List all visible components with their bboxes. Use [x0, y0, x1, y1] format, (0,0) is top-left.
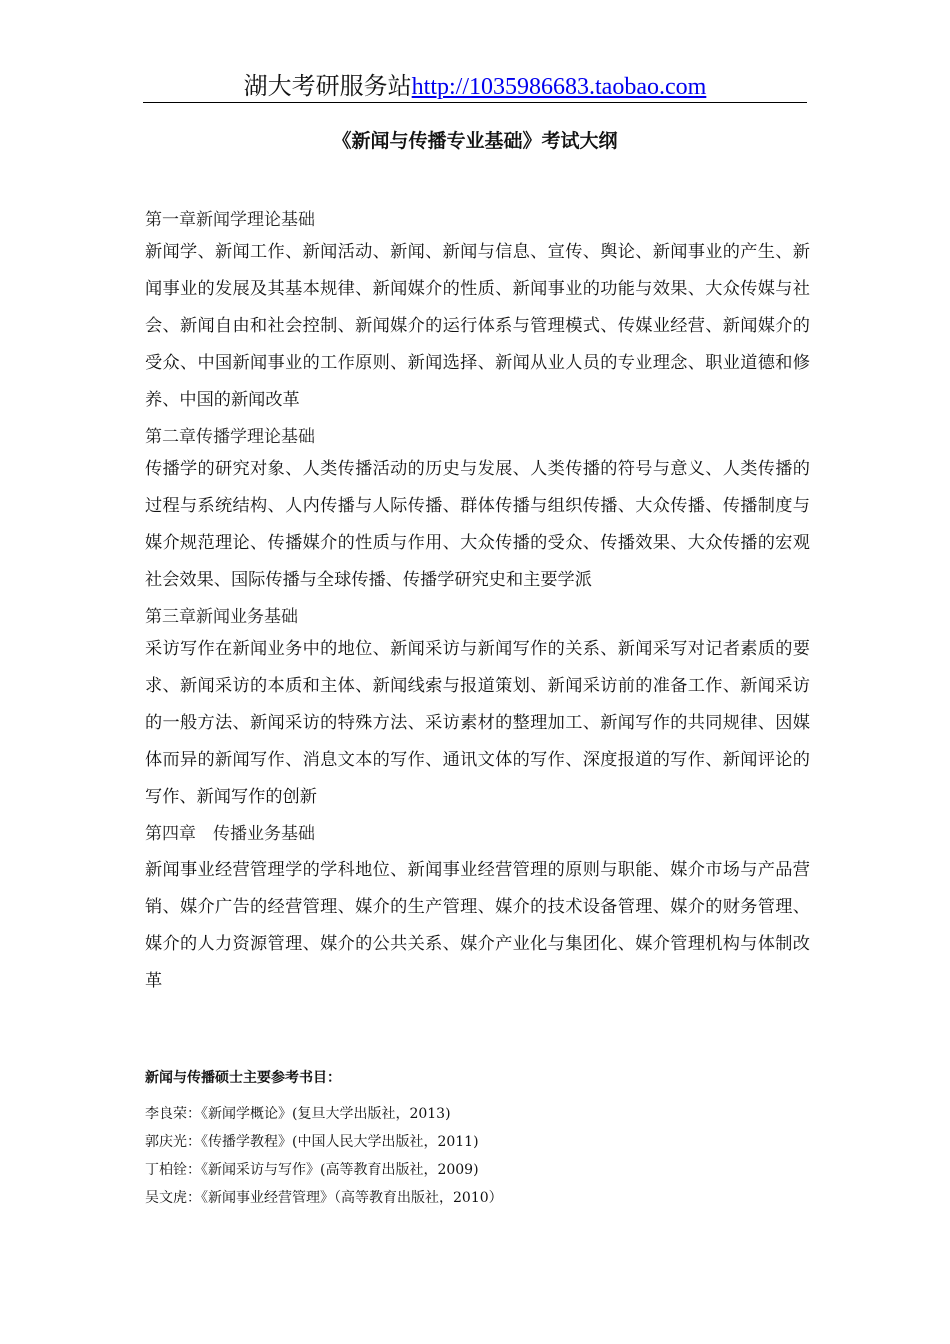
chapter-body: 新闻事业经营管理学的学科地位、新闻事业经营管理的原则与职能、媒介市场与产品营销、媒介广告的经营管理、媒介的生产管理、媒介的技术设备管理、媒介的财务管理、媒介的人力资源管理、媒介的公共关系、媒介产业化与集团化、媒介管理机构与体制改革	[145, 860, 810, 991]
reference-item: 丁柏铨：《新闻采访与写作》(高等教育出版社，2009)	[145, 1162, 479, 1178]
document-title: 《新闻与传播专业基础》考试大纲	[332, 130, 618, 152]
chapter-heading: 第二章传播学理论基础	[145, 427, 315, 447]
chapter-heading: 第一章新闻学理论基础	[145, 210, 315, 230]
reference-item: 李良荣：《新闻学概论》(复旦大学出版社，2013)	[145, 1106, 451, 1122]
reference-list	[145, 1066, 810, 1212]
chapter-body: 传播学的研究对象、人类传播活动的历史与发展、人类传播的符号与意义、人类传播的过程与系统结构、人内传播与人际传播、群体传播与组织传播、大众传播、传播制度与媒介规范理论、传播媒介的性质与作用、大众传播的受众、传播效果、大众传播的宏观社会效果、国际传播与全球传播、传播学研究史和主要学派	[145, 459, 810, 590]
references-title: 新闻与传播硕士主要参考书目：	[145, 1070, 341, 1086]
chapter-1	[145, 206, 810, 419]
chapter-heading: 第四章 传播业务基础	[145, 824, 315, 844]
reference-item: 吴文虎：《新闻事业经营管理》（高等教育出版社，2010）	[145, 1190, 503, 1206]
shop-link[interactable]: http://1035986683.taobao.com	[411, 74, 707, 100]
chapter-2	[145, 423, 810, 599]
chapter-body: 新闻学、新闻工作、新闻活动、新闻、新闻与信息、宣传、舆论、新闻事业的产生、新闻事业的发展及其基本规律、新闻媒介的性质、新闻事业的功能与效果、大众传媒与社会、新闻自由和社会控制、新闻媒介的运行体系与管理模式、传媒业经营、新闻媒介的受众、中国新闻事业的工作原则、新闻选择、新闻从业人员的专业理念、职业道德和修养、中国的新闻改革	[145, 242, 810, 410]
chapter-4	[145, 820, 810, 1000]
site-name: 湖大考研服务站	[243, 72, 412, 100]
chapter-body: 采访写作在新闻业务中的地位、新闻采访与新闻写作的关系、新闻采写对记者素质的要求、新闻采访的本质和主体、新闻线索与报道策划、新闻采访前的准备工作、新闻采访的一般方法、新闻采访的特殊方法、采访素材的整理加工、新闻写作的共同规律、因媒体而异的新闻写作、消息文本的写作、通讯文体的写作、深度报道的写作、新闻评论的写作、新闻写作的创新	[145, 639, 810, 807]
chapter-3	[145, 603, 810, 816]
header-divider	[143, 102, 807, 103]
reference-item: 郭庆光：《传播学教程》(中国人民大学出版社，2011)	[145, 1134, 479, 1150]
page-header	[143, 70, 807, 103]
chapter-heading: 第三章新闻业务基础	[145, 607, 298, 627]
chapter-list	[145, 206, 810, 1004]
